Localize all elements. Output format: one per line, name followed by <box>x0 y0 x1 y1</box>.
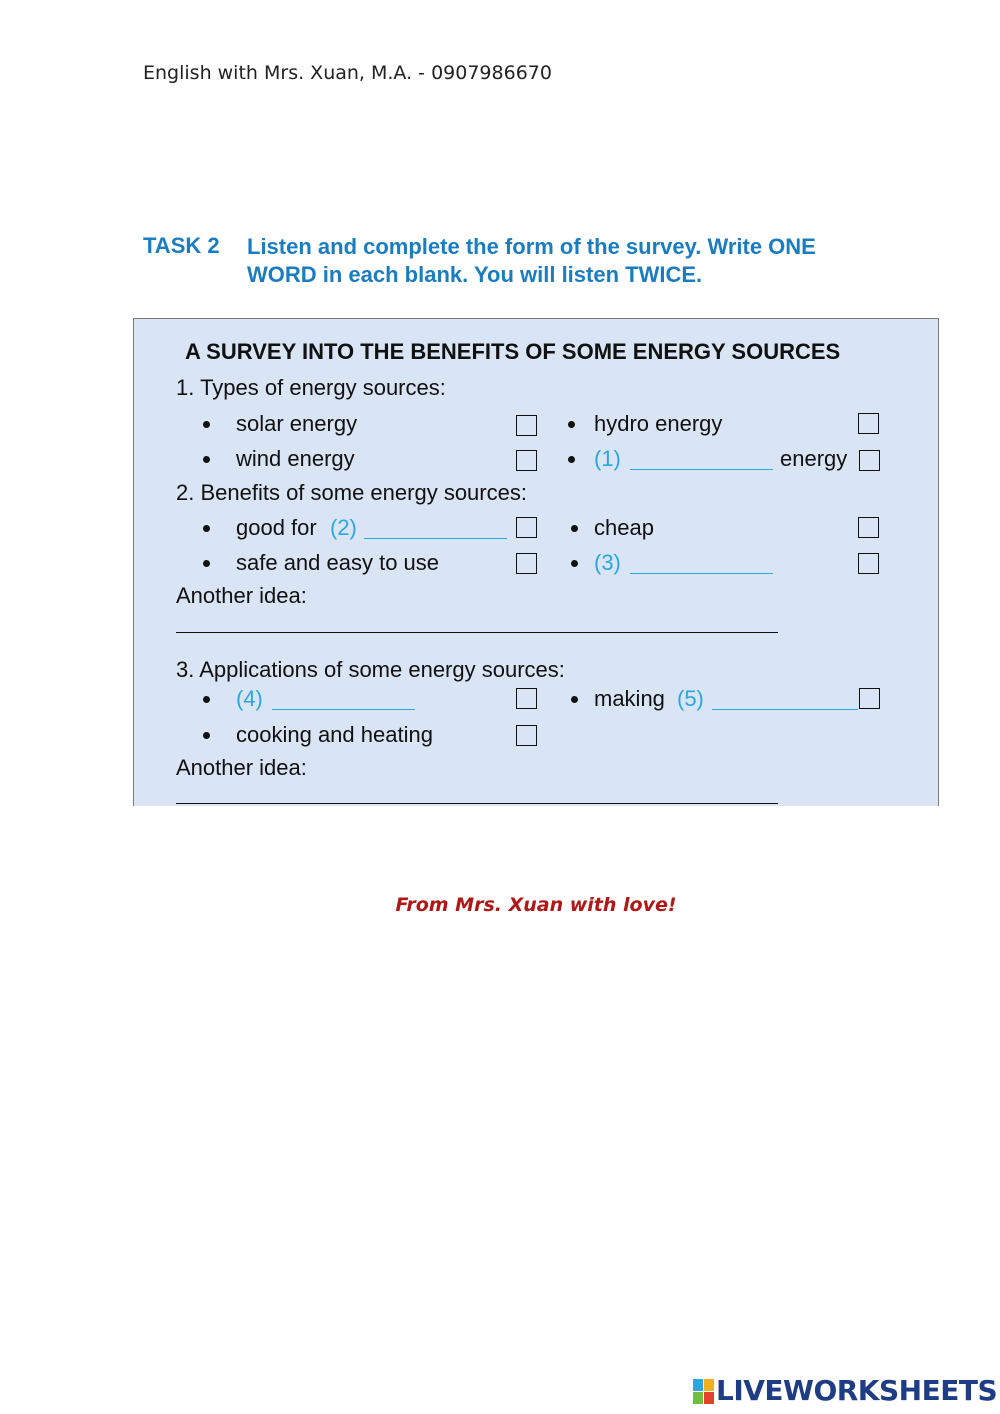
another-idea-line-2[interactable] <box>176 803 778 804</box>
answer-blank-3[interactable] <box>630 573 773 574</box>
checkbox-cooking[interactable] <box>516 725 537 746</box>
answer-blank-2[interactable] <box>364 538 507 539</box>
answer-blank-1[interactable] <box>630 469 773 470</box>
item-wind-energy: wind energy <box>236 446 355 471</box>
bullet <box>203 421 210 428</box>
bullet <box>203 525 210 532</box>
another-idea-label-1: Another idea: <box>176 583 307 608</box>
liveworksheets-icon <box>693 1379 713 1403</box>
checkbox-good-for[interactable] <box>516 517 537 538</box>
blank-4-number: (4) <box>236 686 263 711</box>
bullet <box>571 696 578 703</box>
item-good-for: good for <box>236 515 317 540</box>
bullet <box>203 456 210 463</box>
bullet <box>203 560 210 567</box>
another-idea-label-2: Another idea: <box>176 755 307 780</box>
checkbox-blank-1[interactable] <box>859 450 880 471</box>
header-contact: English with Mrs. Xuan, M.A. - 0907986670 <box>143 62 552 84</box>
checkbox-safe[interactable] <box>516 553 537 574</box>
checkbox-blank-5[interactable] <box>859 688 880 709</box>
blank-1-number: (1) <box>594 446 621 471</box>
answer-blank-4[interactable] <box>272 709 415 710</box>
item-solar-energy: solar energy <box>236 411 358 436</box>
item-cooking-heating: cooking and heating <box>236 722 433 747</box>
survey-title: A SURVEY INTO THE BENEFITS OF SOME ENERGY SOURCES <box>185 339 841 364</box>
blank-1-suffix: energy <box>780 446 848 471</box>
bullet <box>568 421 575 428</box>
item-hydro-energy: hydro energy <box>594 411 723 436</box>
item-making: making <box>594 686 665 711</box>
bullet <box>571 560 578 567</box>
liveworksheets-wordmark: LIVEWORKSHEETS <box>716 1374 998 1407</box>
checkbox-solar[interactable] <box>516 415 537 436</box>
checkbox-blank-4[interactable] <box>516 688 537 709</box>
footer-love-note: From Mrs. Xuan with love! <box>395 894 677 916</box>
bullet <box>571 525 578 532</box>
task-instructions: Listen and complete the form of the survey. Write ONE WORD in each blank. You will listen TWICE. <box>247 234 816 287</box>
checkbox-hydro[interactable] <box>858 413 879 434</box>
section-2-heading: 2. Benefits of some energy sources: <box>176 480 527 505</box>
blank-2-number: (2) <box>330 515 357 540</box>
checkbox-cheap[interactable] <box>858 517 879 538</box>
checkbox-blank-3[interactable] <box>858 553 879 574</box>
section-3-heading: 3. Applications of some energy sources: <box>176 657 565 682</box>
bullet <box>203 696 210 703</box>
item-safe-easy: safe and easy to use <box>236 550 440 575</box>
bullet <box>203 732 210 739</box>
section-1-heading: 1. Types of energy sources: <box>176 375 446 400</box>
task-label: TASK 2 <box>143 233 220 258</box>
answer-blank-5[interactable] <box>712 709 858 710</box>
checkbox-wind[interactable] <box>516 450 537 471</box>
blank-5-number: (5) <box>677 686 704 711</box>
blank-3-number: (3) <box>594 550 621 575</box>
another-idea-line-1[interactable] <box>176 632 778 633</box>
bullet <box>568 456 575 463</box>
liveworksheets-logo <box>693 1374 997 1407</box>
survey-form <box>133 318 939 806</box>
item-cheap: cheap <box>594 515 654 540</box>
